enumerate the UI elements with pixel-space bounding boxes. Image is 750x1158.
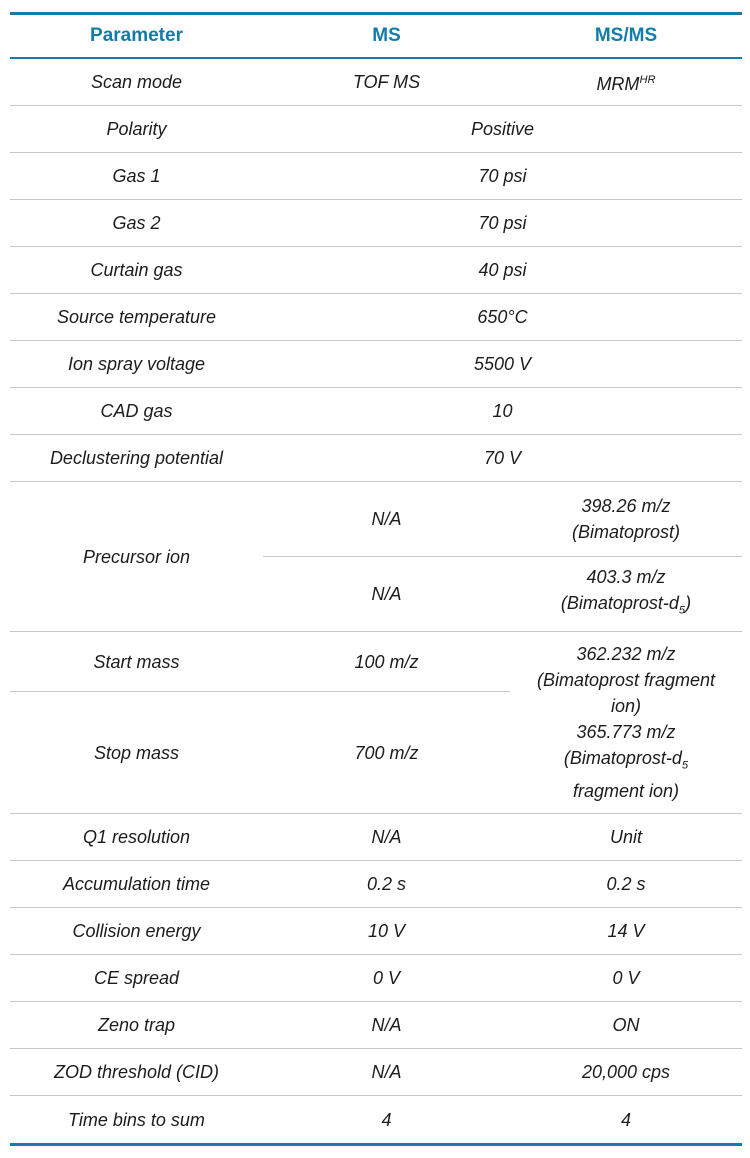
merged-value-cell-text: 70 V	[483, 448, 522, 468]
table-row	[10, 1049, 742, 1096]
parameter-cell	[10, 814, 263, 860]
parameter-cell-text: Start mass	[93, 651, 180, 672]
pair-left-row	[10, 692, 510, 813]
parameter-cell	[10, 59, 263, 105]
parameter-cell-text: Precursor ion	[82, 546, 191, 567]
parameter-cell	[10, 632, 263, 691]
table-row	[10, 861, 742, 908]
table-row	[10, 814, 742, 861]
ms-value-cell	[263, 692, 510, 813]
table-row	[10, 908, 742, 955]
msms-value-cell	[510, 1002, 742, 1048]
table-row	[10, 153, 742, 200]
ms-value-cell	[263, 955, 510, 1001]
msms-overflow-cell-text: 362.232 m/z (Bimatoprost fragment ion) 365.773 m/z ($Bimatoprost-d_5$ fragment ion)	[536, 643, 716, 802]
msms-value-cell-text: 403.3 m/z $(Bimatoprost-d_5)$	[560, 566, 692, 617]
parameter-cell-text: ZOD threshold (CID)	[53, 1062, 220, 1082]
parameter-cell	[10, 955, 263, 1001]
parameter-cell	[10, 153, 263, 199]
parameter-cell-text: Zeno trap	[97, 1015, 176, 1035]
merged-value-cell-text: 650°C	[477, 307, 528, 327]
ms-value-cell-text: 10 V	[367, 921, 406, 941]
ms-value-cell-text: 0.2 s	[366, 874, 407, 894]
ms-value-cell-text: 100 m/z	[354, 651, 419, 672]
msms-value-cell-text: 0.2 s	[606, 874, 646, 894]
table-row	[10, 59, 742, 106]
parameter-cell-text: Stop mass	[93, 742, 180, 763]
parameter-cell-text: Q1 resolution	[82, 827, 191, 847]
merged-value-cell-text: 10	[492, 401, 513, 421]
parameter-cell	[10, 482, 263, 631]
msms-value-cell-text: 20,000 cps	[581, 1062, 671, 1082]
merged-value-cell	[263, 388, 742, 434]
merged-value-cell-text: 40 psi	[478, 260, 527, 280]
msms-value-cell-text: ON	[612, 1015, 640, 1035]
merged-value-cell-text: 70 psi	[478, 213, 527, 233]
ms-value-cell-text: N/A	[371, 827, 402, 847]
merged-value-cell	[263, 106, 742, 152]
parameter-cell	[10, 247, 263, 293]
ms-value-cell-text: TOF MS	[352, 72, 421, 92]
ms-column-header: MS	[372, 25, 401, 46]
table-row	[10, 247, 742, 294]
msms-value-cell-text: 14 V	[607, 921, 645, 941]
ms-value-cell-text: N/A	[371, 1015, 402, 1035]
ms-value-cell	[263, 482, 510, 556]
ms-value-cell-text: 0 V	[372, 968, 401, 988]
table-row	[10, 955, 742, 1002]
parameter-cell-text: Accumulation time	[62, 874, 211, 894]
group-subcolumn	[263, 482, 742, 631]
parameter-cell	[10, 861, 263, 907]
parameter-column-header: Parameter	[90, 25, 183, 46]
merged-value-cell-text: 5500 V	[473, 354, 532, 374]
group-subrow	[263, 557, 742, 632]
parameter-cell-text: Polarity	[106, 119, 167, 139]
parameter-cell	[10, 435, 263, 481]
parameter-cell-text: CAD gas	[100, 401, 173, 421]
table-row	[10, 388, 742, 435]
parameter-cell-text: Collision energy	[72, 921, 201, 941]
msms-value-cell	[510, 59, 742, 105]
table-body	[10, 59, 742, 1143]
merged-value-cell-text: Positive	[470, 119, 535, 139]
parameter-cell	[10, 106, 263, 152]
msms-value-cell	[510, 482, 742, 556]
msms-value-cell-text: Unit	[609, 827, 642, 847]
parameter-cell	[10, 908, 263, 954]
table-row	[10, 1002, 742, 1049]
parameter-cell	[10, 388, 263, 434]
msms-value-cell	[510, 557, 742, 632]
parameter-cell-text: Declustering potential	[49, 448, 224, 468]
parameter-cell	[10, 200, 263, 246]
msms-value-cell-text: 4	[620, 1109, 631, 1130]
ms-value-cell	[263, 557, 510, 632]
msms-value-cell	[510, 814, 742, 860]
ms-value-cell-text: 700 m/z	[354, 742, 419, 763]
msms-value-cell-text: 398.26 m/z (Bimatoprost)	[571, 495, 681, 542]
merged-value-cell	[263, 247, 742, 293]
msms-value-cell	[510, 955, 742, 1001]
parameter-cell	[10, 1049, 263, 1095]
merged-value-cell	[263, 153, 742, 199]
parameter-cell-text: Curtain gas	[90, 260, 183, 280]
ms-value-cell-text: N/A	[371, 583, 402, 604]
merged-value-cell-text: 70 psi	[478, 166, 527, 186]
table-row-group	[10, 482, 742, 632]
msms-value-cell-text: 0 V	[612, 968, 640, 988]
ms-value-cell-text: N/A	[371, 508, 402, 529]
ms-value-cell-text: N/A	[371, 1062, 402, 1082]
ms-value-cell	[263, 908, 510, 954]
msms-value-cell	[510, 861, 742, 907]
ms-value-cell	[263, 1049, 510, 1095]
ms-value-cell	[263, 1002, 510, 1048]
msms-value-cell-text: $MRM^{HR}$	[596, 74, 656, 94]
ms-value-cell-text: 4	[381, 1109, 392, 1130]
parameter-cell-text: CE spread	[93, 968, 180, 988]
parameter-cell-text: Ion spray voltage	[67, 354, 206, 374]
table-bottom-border	[10, 1143, 742, 1146]
parameter-cell	[10, 692, 263, 813]
table-row	[10, 341, 742, 388]
table-row	[10, 1096, 742, 1143]
parameter-cell	[10, 294, 263, 340]
parameter-cell	[10, 341, 263, 387]
parameter-cell-text: Source temperature	[56, 307, 217, 327]
merged-value-cell	[263, 200, 742, 246]
parameter-cell-text: Gas 2	[112, 213, 161, 233]
table-row	[10, 106, 742, 153]
group-subrow	[263, 482, 742, 557]
msms-value-cell	[510, 908, 742, 954]
merged-value-cell	[263, 341, 742, 387]
msms-overflow-cell	[510, 632, 742, 813]
parameter-cell	[10, 1002, 263, 1048]
table-row	[10, 294, 742, 341]
msms-value-cell	[510, 1049, 742, 1095]
merged-value-cell	[263, 435, 742, 481]
merged-value-cell	[263, 294, 742, 340]
pair-left-columns	[10, 632, 510, 813]
ms-value-cell	[263, 1096, 510, 1143]
ms-value-cell	[263, 861, 510, 907]
ms-value-cell	[263, 632, 510, 691]
ms-value-cell	[263, 814, 510, 860]
table-row	[10, 200, 742, 247]
parameter-cell-text: Time bins to sum	[68, 1109, 205, 1130]
pair-left-row	[10, 632, 510, 692]
parameter-cell-text: Scan mode	[90, 72, 183, 92]
table-row-pair	[10, 632, 742, 814]
parameter-cell-text: Gas 1	[112, 166, 161, 186]
ms-value-cell	[263, 59, 510, 105]
parameter-cell	[10, 1096, 263, 1143]
ms-parameters-table	[10, 12, 742, 1146]
msms-value-cell	[510, 1096, 742, 1143]
msms-column-header: MS/MS	[594, 25, 658, 46]
table-header-row	[10, 15, 742, 57]
table-row	[10, 435, 742, 482]
